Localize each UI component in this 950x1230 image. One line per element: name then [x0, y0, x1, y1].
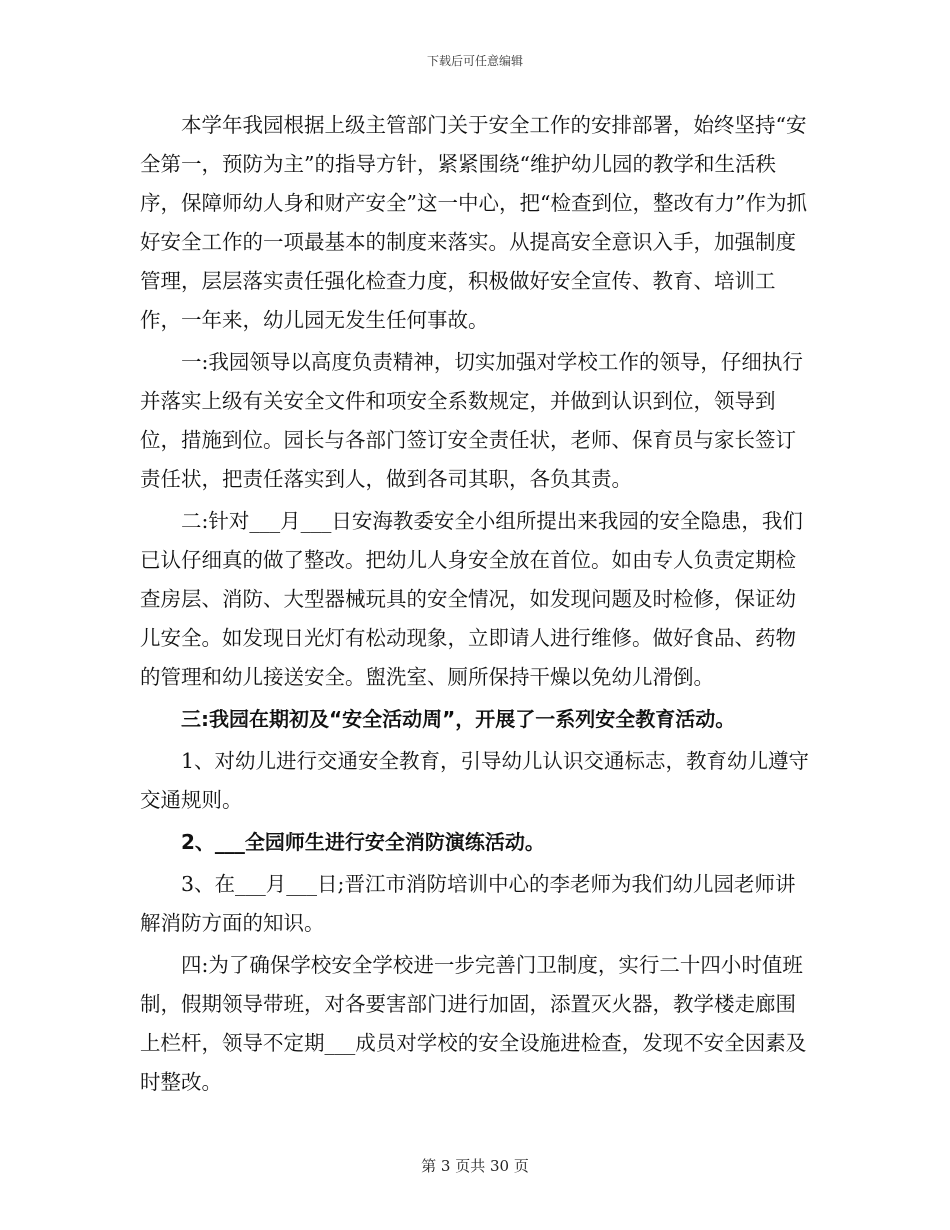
- paragraph-item-1: 1、对幼儿进行交通安全教育，引导幼儿认识交通标志，教育幼儿遵守交通规则。: [140, 749, 810, 812]
- paragraph-item-2: 2、___全园师生进行安全消防演练活动。: [181, 830, 545, 854]
- paragraph-section-2: 二:针对___月___日安海教委安全小组所提出来我园的安全隐患，我们已认仔细真的做了整改。把幼儿人身安全放在首位。如由专人负责定期检查房层、消防、大型器械玩具的安全情况，如发现问题及时检修，保证幼儿安全。如发现日光灯有松动现象，立即请人进行维修。做好食品、药物的管理和幼儿接送安全。盥洗室、厕所保持干燥以免幼儿滑倒。: [140, 509, 803, 689]
- paragraph-section-4: 四:为了确保学校安全学校进一步完善门卫制度，实行二十四小时值班制，假期领导带班，对各要害部门进行加固，添置灭火器，教学楼走廊围上栏杆，领导不定期___成员对学校的安全设施进检查，发现不安全因素及时整改。: [140, 953, 807, 1094]
- paragraph-intro: 本学年我园根据上级主管部门关于安全工作的安排部署，始终坚持“安全第一，预防为主”的指导方针，紧紧围绕“维护幼儿园的教学和生活秩序，保障师幼人身和财产安全”这一中心，把“检查到位，整改有力”作为抓好安全工作的一项最基本的制度来落实。从提高安全意识入手，加强制度管理，层层落实责任强化检查力度，积极做好安全宣传、教育、培训工作，一年来，幼儿园无发生任何事故。: [140, 113, 807, 332]
- paragraph-item-3: 3、在___月___日;晋江市消防培训中心的李老师为我们幼儿园老师讲解消防方面的知识。: [140, 872, 796, 935]
- document-body: [140, 106, 810, 1105]
- paragraph-section-1: 一:我园领导以高度负责精神，切实加强对学校工作的领导，仔细执行并落实上级有关安全文件和项安全系数规定，并做到认识到位，领导到位，措施到位。园长与各部门签订安全责任状，老师、保育员与家长签订责任状，把责任落实到人，做到各司其职，各负其责。: [140, 350, 803, 491]
- page-number-footer: 第 3 页共 30 页: [421, 1157, 529, 1175]
- page-header: 下载后可任意编辑: [426, 54, 523, 68]
- paragraph-section-3-heading: 三:我园在期初及“安全活动周”，开展了一系列安全教育活动。: [181, 707, 736, 731]
